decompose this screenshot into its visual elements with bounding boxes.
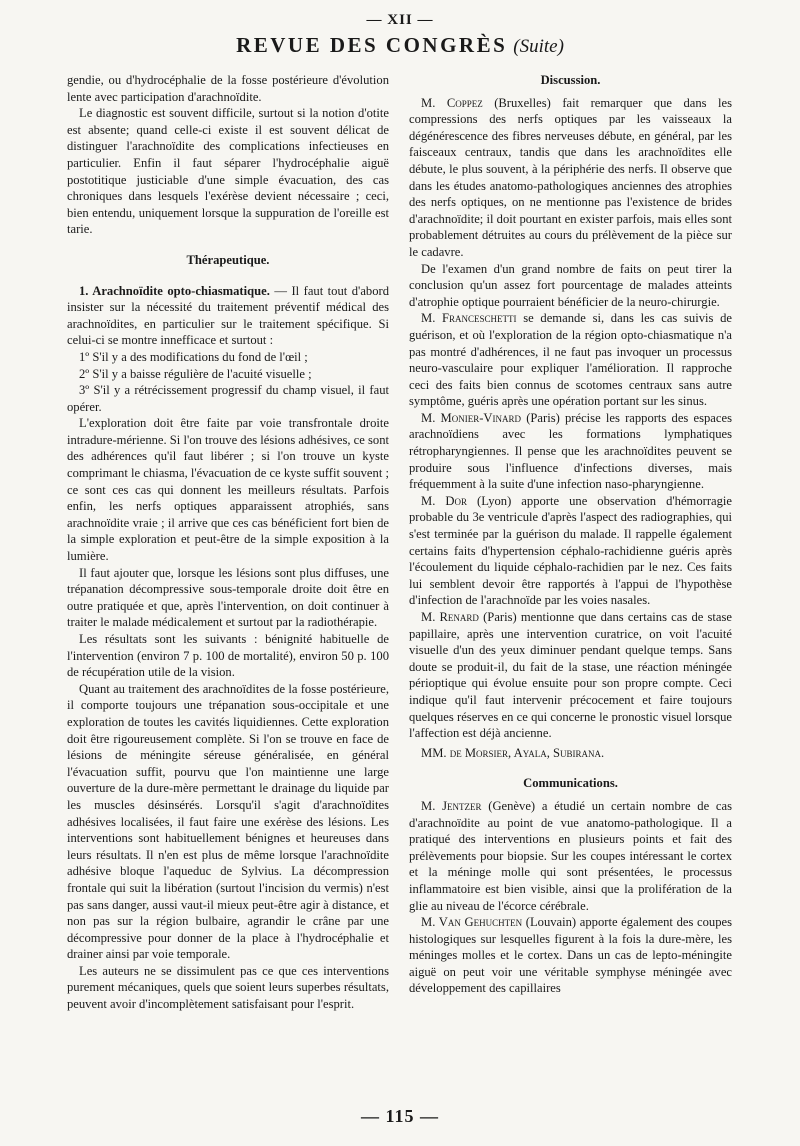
paragraph: Le diagnostic est souvent difficile, surtout si la notion d'otite est absente; quand celle-ci existe il est souvent délicat de distinguer l'arachnoïdite des complications infectieuses en particulier. Enfin il faut séparer l'hydrocéphalie aiguë postotitique justiciable d'une simple évacuation, des cas chroniques dans lesquels l'exérèse devient nécessaire ; ceci, bien entendu, uniquement lorsque la suppuration de l'oreille est tarie.	[67, 106, 389, 237]
speaker-name: M. Renard	[421, 610, 479, 624]
page-number: — 115 —	[360, 1106, 439, 1126]
folio-roman: — XII —	[366, 12, 434, 28]
paragraph: M. Monier-Vinard (Paris) précise les rapports des espaces arachnoïdiens avec les formations lymphatiques rétropharyngiennes. Il pense que les arachnoïdites peuvent se produire sous l'influence d'infections diverses, mais fréquemment à la suite d'une infection naso-pharyngienne.	[409, 410, 732, 492]
right-column	[409, 72, 732, 997]
section-heading-therapeutique: Thérapeutique.	[186, 252, 270, 267]
running-title	[0, 33, 800, 58]
paragraph: M. Franceschetti se demande si, dans les cas suivis de guérison, et où l'exploration de la région opto-chiasmatique n'a pas montré d'adhérences, il ne faut pas invoquer un processus neuro-vasculaire pour expliquer l'amélioration. Il rapproche ceci des faits bien connus de scotomes centraux sans autre symptôme, guéris après une opération portant sur les sinus.	[409, 311, 732, 409]
paragraph: Il faut ajouter que, lorsque les lésions sont plus diffuses, une trépanation décompressive sous-temporale droite doit être en outre pratiquée et que, après l'intervention, on doit continuer à traiter le malade médicalement et surtout par la radiothérapie.	[67, 565, 389, 630]
paragraph: M. Jentzer (Genève) a étudié un certain nombre de cas d'arachnoïdite au point de vue anatomo-pathologique. Il a pratiqué des interventions en plusieurs points et fait des prélèvements pour biopsie. Sur les coupes intéressant le cortex et la méninge molle qui sont présentées, le processus inflammatoire est bien visible, ainsi que la prolifération de la glie au niveau de l'écorce cérébrale.	[409, 798, 733, 913]
list-item: 3º S'il y a rétrécissement progressif du champ visuel, il faut opérer.	[67, 383, 389, 414]
speaker-name: M. Coppez	[421, 95, 483, 110]
paragraph: Les résultats sont les suivants : bénignité habituelle de l'intervention (environ 7 p. 100 de mortalité), environ 50 p. 100 de récupération utile de la vision.	[67, 632, 389, 680]
left-column	[67, 72, 389, 1013]
paragraph: L'exploration doit être faite par voie transfrontale droite intradure-mérienne. Si l'on trouve des lésions adhésives, ce sont des adhérences qu'il faut libérer ; si l'on trouve un kyste comprimant le chiasma, l'évacuation de ce kyste suffit souvent ; ce sont ces cas qui donnent les meilleurs résultats. Parfois enfin, les nerfs optiques apparaissent atrophiés, sans arachnoïdite vraie ; il arrive que ces cas bénéficient fort bien de la simple exploration et peut-être de la simple exposition à la lumière.	[67, 416, 389, 564]
paragraph: Les auteurs ne se dissimulent pas ce que ces interventions purement mécaniques, quels que soient leurs superbes résultats, peuvent avoir d'incomplètement satisfaisant pour l'esprit.	[67, 963, 389, 1012]
title-suite: (Suite)	[513, 36, 564, 57]
list-item: 2º S'il y a baisse régulière de l'acuité visuelle ;	[79, 366, 312, 381]
paragraph: Quant au traitement des arachnoïdites de la fosse postérieure, il comporte toujours une trépanation sous-occipitale et une exploration de toutes les cavités liquidiennes. Cette exploration doit être rigoureusement complète. Si l'on se trouve en face de lésions de méningite séreuse généralisée, en général l'évacuation suffit, pourvu que l'on maintienne une large ouverture de la dure-mère permettant le drainage du liquide par les muscles désinsérés. Lorsqu'il s'agit d'arachnoïdites adhésives localisées, il faut faire une exérèse des lésions. Les interventions sont habituellement bénignes et heureuses dans leurs résultats. Il n'en est plus de même lorsque l'arachnoïdite adhésive bloque l'aqueduc de Sylvius. La décompression frontale qui suit la libération (surtout l'incision du vermis) n'est pas sans danger, aussi vaut-il mieux peut-être agir à distance, et non pas sur la région bulbaire, agrandir le crâne par une décompressive pour donner de la place à l'hydrocéphalie et drainer ainsi par voie temporale.	[67, 681, 389, 962]
list-item: 1º S'il y a des modifications du fond de l'œil ;	[79, 349, 308, 364]
section-heading-communications: Communications.	[523, 776, 618, 791]
paragraph: M. Dor (Lyon) apporte une observation d'hémorragie probable du 3e ventricule d'après l'aspect des radiographies, qui s'est terminée par la guérison du malade. Il rappelle également certains faits d'hypertension céphalo-rachidienne guéris après l'écoulement du liquide céphalo-rachidien par le nez. Ces faits lui semblent devoir être rapportés à l'appui de l'hypothèse d'infection de l'arachnoïde par les voies nasales.	[409, 493, 733, 608]
journal-title: REVUE DES CONGRÈS	[236, 33, 508, 57]
speaker-name: M. Van Gehuchten	[421, 915, 523, 930]
paragraph: gendie, ou d'hydrocéphalie de la fosse postérieure d'évolution lente avec participation d'arachnoïdite.	[67, 73, 389, 104]
section-heading-discussion: Discussion.	[540, 73, 601, 87]
paragraph: M. Renard (Paris) mentionne que dans certains cas de stase papillaire, après une intervention curatrice, on voit l'acuité visuelle d'un des yeux diminuer pendant quelque temps. Sans doute se produit-il, du fait de la stase, une réaction méningée périoptique qui évolue ensuite pour son propre compte. Ceci indique qu'il faut intervenir précocement et faire toujours quelques réserves en ce qui concerne le pronostic visuel lorsque l'affection est déjà ancienne.	[409, 610, 732, 741]
speaker-name: M. Franceschetti	[421, 311, 517, 326]
subsection-lead: 1. Arachnoïdite opto-chiasmatique.	[79, 283, 270, 298]
paragraph: De l'examen d'un grand nombre de faits on peut tirer la conclusion qu'un assez fort pourcentage de malades atteints d'atrophie optique pourraient bénéficier de la neuro-chirurgie.	[409, 261, 732, 309]
speaker-name: M. Monier-Vinard	[421, 410, 522, 425]
signatories: MM. de Morsier, Ayala, Subirana.	[421, 745, 605, 760]
speaker-name: M. Jentzer	[421, 798, 482, 813]
paragraph: M. Van Gehuchten (Louvain) apporte également des coupes histologiques sur lesquelles figurent à la fois la dure-mère, les méninges molles et le cortex. Dans un cas de lepto-méningite aiguë on peut voir une véritable symphyse méningée avec développement des capillaires	[409, 915, 732, 996]
paragraph: 1. Arachnoïdite opto-chiasmatique. — Il faut tout d'abord insister sur la nécessité du traitement préventif médical des arachnoïdites, en particulier sur le traitement spécifique. Si celui-ci se montre innefficace et surtout :	[67, 283, 389, 348]
speaker-name: M. Dor	[421, 493, 467, 508]
paragraph: M. Coppez (Bruxelles) fait remarquer que dans les compressions des nerfs optiques par les vaisseaux la dégénérescence des fibres nerveuses débute, en général, par les faisceaux centraux, tandis que dans les arachnoïdites elle débute, le plus souvent, à la périphérie des nerfs. Il observe que dans les études anatomo-pathologiques anciennes des atrophies des nerfs optiques, on ne mentionne pas l'existence de brides d'arachnoïdite; il doit pourtant en exister parfois, mais elles sont probablement détruites au cours du prélèvement de la pièce sur le cadavre.	[409, 95, 732, 259]
